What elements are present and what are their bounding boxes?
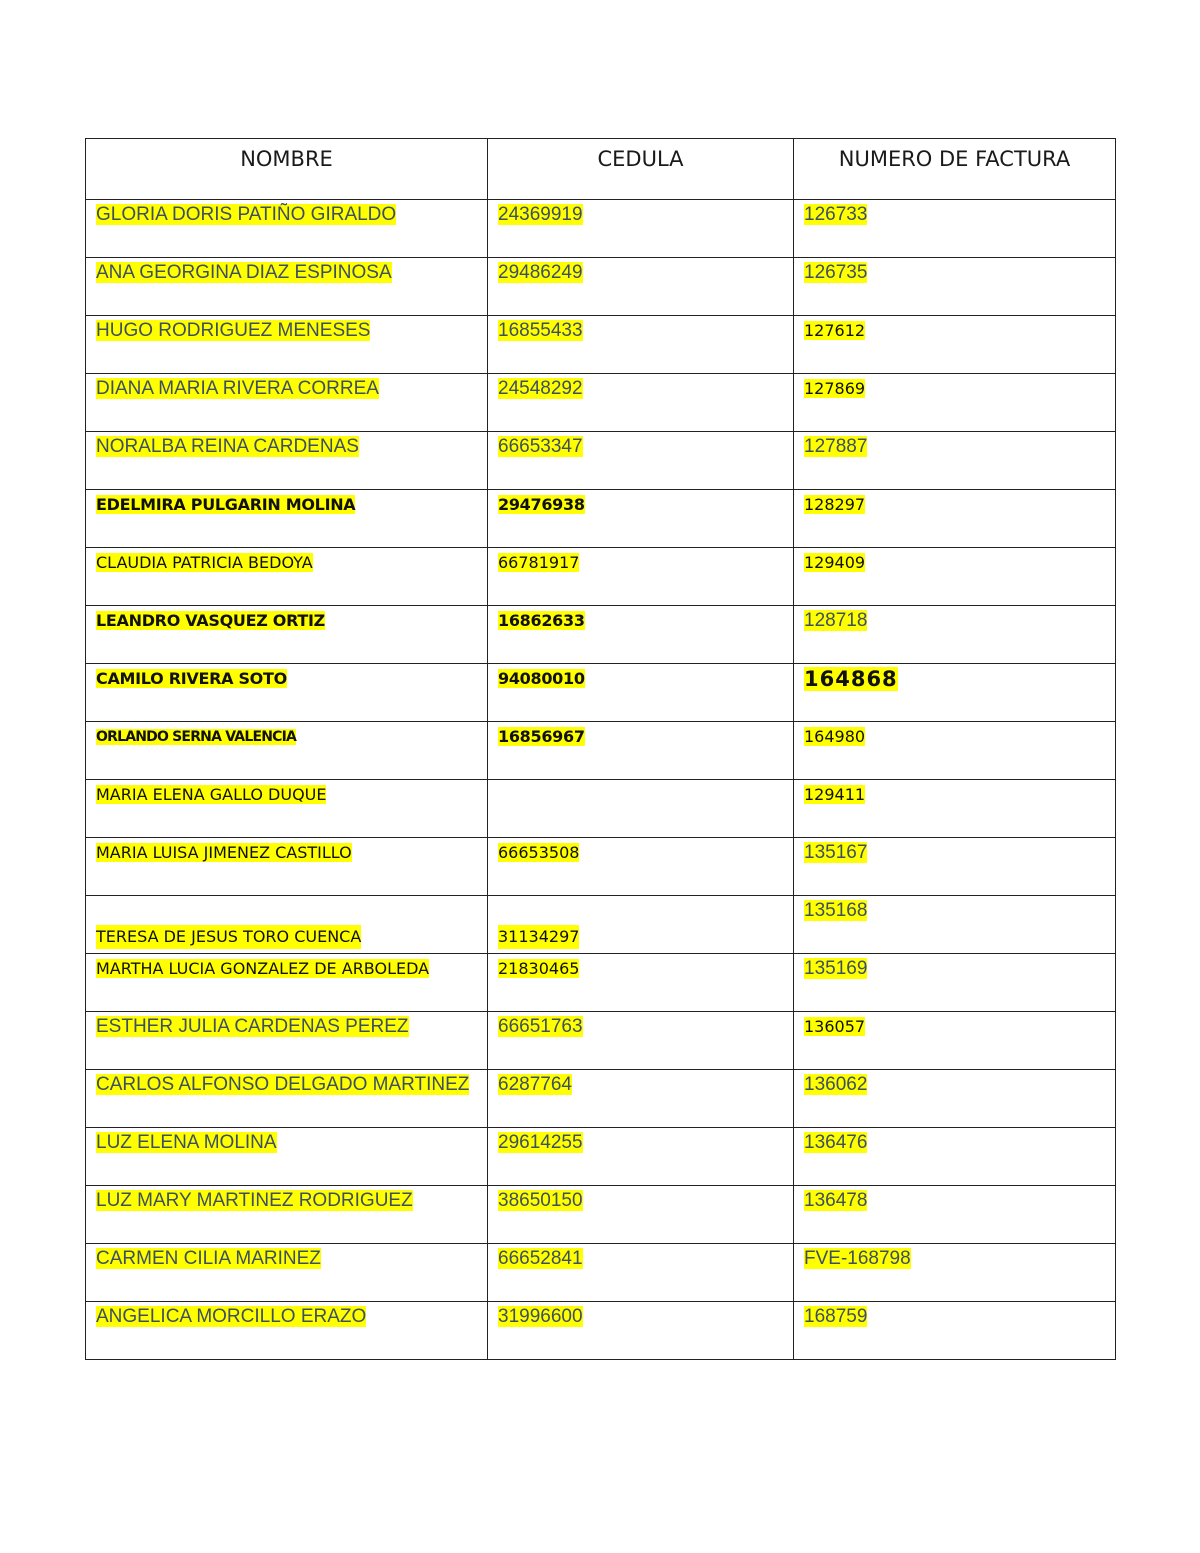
cell-nombre: [86, 606, 488, 664]
cell-nombre: [86, 1070, 488, 1128]
factura-value: FVE-168798: [804, 1248, 911, 1269]
cell-nombre: [86, 954, 488, 1012]
cell-nombre: [86, 838, 488, 896]
nombre-value: CARLOS ALFONSO DELGADO MARTINEZ: [96, 1074, 470, 1095]
cell-cedula: [488, 664, 794, 722]
cell-factura: [794, 548, 1116, 606]
table-row: [86, 1244, 1116, 1302]
cedula-value: 66651763: [498, 1016, 583, 1037]
factura-value: 128297: [804, 495, 866, 514]
cedula-value: 66653508: [498, 843, 580, 862]
cell-cedula: [488, 606, 794, 664]
cell-factura: [794, 316, 1116, 374]
cell-cedula: [488, 548, 794, 606]
nombre-value: CLAUDIA PATRICIA BEDOYA: [96, 553, 313, 572]
cedula-value: 66653347: [498, 436, 583, 457]
table-row: [86, 1302, 1116, 1360]
cell-nombre: [86, 548, 488, 606]
cedula-value: 16855433: [498, 320, 583, 341]
nombre-value: GLORIA DORIS PATIÑO GIRALDO: [96, 204, 397, 225]
cell-nombre: [86, 896, 488, 954]
nombre-value: LUZ ELENA MOLINA: [96, 1132, 277, 1153]
table-row: [86, 1012, 1116, 1070]
cell-nombre: [86, 200, 488, 258]
nombre-value: DIANA MARIA RIVERA CORREA: [96, 378, 379, 399]
cell-factura: [794, 896, 1116, 954]
nombre-value: MARIA ELENA GALLO DUQUE: [96, 785, 327, 804]
cedula-value: 31134297: [498, 925, 579, 949]
cell-cedula: [488, 780, 794, 838]
table-row: [86, 780, 1116, 838]
table-row: [86, 1186, 1116, 1244]
nombre-value: ANA GEORGINA DIAZ ESPINOSA: [96, 262, 392, 283]
cell-cedula: [488, 432, 794, 490]
cell-factura: [794, 606, 1116, 664]
cell-factura: [794, 1012, 1116, 1070]
factura-value: 135168: [804, 900, 868, 921]
nombre-value: CAMILO RIVERA SOTO: [96, 669, 287, 688]
cell-factura: [794, 1244, 1116, 1302]
factura-value: 136478: [804, 1190, 868, 1211]
factura-value: 128718: [804, 610, 868, 631]
table-row: [86, 606, 1116, 664]
factura-value: 129411: [804, 785, 866, 804]
cell-factura: [794, 838, 1116, 896]
nombre-value: MARIA LUISA JIMENEZ CASTILLO: [96, 843, 352, 862]
table-row: [86, 432, 1116, 490]
cell-nombre: [86, 1302, 488, 1360]
cedula-value: 16862633: [498, 611, 585, 630]
cell-nombre: [86, 432, 488, 490]
nombre-value: ANGELICA MORCILLO ERAZO: [96, 1306, 367, 1327]
cedula-value: 29476938: [498, 495, 585, 514]
cedula-value: 29486249: [498, 262, 583, 283]
cell-factura: [794, 954, 1116, 1012]
cell-factura: [794, 1186, 1116, 1244]
cell-factura: [794, 780, 1116, 838]
cell-nombre: [86, 1244, 488, 1302]
cedula-value: 66781917: [498, 553, 580, 572]
factura-value: 127887: [804, 436, 868, 457]
cell-cedula: [488, 316, 794, 374]
table-row: [86, 954, 1116, 1012]
nombre-value: EDELMIRA PULGARIN MOLINA: [96, 495, 356, 514]
table-row: [86, 548, 1116, 606]
cedula-value: 21830465: [498, 959, 580, 978]
cell-cedula: [488, 1244, 794, 1302]
cell-cedula: [488, 954, 794, 1012]
cedula-value: 66652841: [498, 1248, 583, 1269]
nombre-value: CARMEN CILIA MARINEZ: [96, 1248, 321, 1269]
nombre-value: NORALBA REINA CARDENAS: [96, 436, 359, 457]
cell-nombre: [86, 1186, 488, 1244]
table-row: [86, 896, 1116, 954]
header-factura: NUMERO DE FACTURA: [794, 139, 1116, 200]
factura-value: 136057: [804, 1017, 866, 1036]
cell-factura: [794, 490, 1116, 548]
cell-factura: [794, 432, 1116, 490]
cell-factura: [794, 374, 1116, 432]
cell-nombre: [86, 780, 488, 838]
header-row: [86, 139, 1116, 200]
table-row: [86, 374, 1116, 432]
cell-cedula: [488, 722, 794, 780]
table-body: [86, 200, 1116, 1360]
invoice-table: [85, 138, 1116, 1360]
table-row: [86, 722, 1116, 780]
cedula-value: 38650150: [498, 1190, 583, 1211]
factura-value: 127869: [804, 379, 866, 398]
cell-nombre: [86, 1128, 488, 1186]
cell-factura: [794, 1070, 1116, 1128]
table-row: [86, 1128, 1116, 1186]
cell-nombre: [86, 258, 488, 316]
cell-nombre: [86, 1012, 488, 1070]
factura-value: 168759: [804, 1306, 868, 1327]
cedula-value: 94080010: [498, 669, 585, 688]
nombre-value: LEANDRO VASQUEZ ORTIZ: [96, 611, 325, 630]
table-row: [86, 1070, 1116, 1128]
cell-cedula: [488, 1302, 794, 1360]
cell-cedula: [488, 258, 794, 316]
cell-factura: [794, 200, 1116, 258]
table-row: [86, 490, 1116, 548]
header-cedula: CEDULA: [488, 139, 794, 200]
cell-factura: [794, 1302, 1116, 1360]
cell-cedula: [488, 200, 794, 258]
cedula-value: 31996600: [498, 1306, 583, 1327]
factura-value: 136062: [804, 1074, 868, 1095]
cell-factura: [794, 722, 1116, 780]
cell-cedula: [488, 1186, 794, 1244]
cell-nombre: [86, 664, 488, 722]
cell-nombre: [86, 490, 488, 548]
cell-factura: [794, 664, 1116, 722]
factura-value: 136476: [804, 1132, 868, 1153]
cedula-value: 24369919: [498, 204, 583, 225]
factura-value: 127612: [804, 321, 866, 340]
factura-value: 126733: [804, 204, 868, 225]
table-row: [86, 664, 1116, 722]
cell-cedula: [488, 490, 794, 548]
cedula-value: 29614255: [498, 1132, 583, 1153]
factura-value: 135167: [804, 842, 868, 863]
cell-nombre: [86, 374, 488, 432]
factura-value: 135169: [804, 958, 868, 979]
cell-factura: [794, 258, 1116, 316]
nombre-value: TERESA DE JESUS TORO CUENCA: [96, 925, 361, 949]
header-nombre: NOMBRE: [86, 139, 488, 200]
table-row: [86, 200, 1116, 258]
nombre-value: ESTHER JULIA CARDENAS PEREZ: [96, 1016, 409, 1037]
table-row: [86, 258, 1116, 316]
nombre-value: ORLANDO SERNA VALENCIA: [96, 729, 297, 745]
cell-factura: [794, 1128, 1116, 1186]
factura-value: 164868: [804, 667, 898, 691]
cell-cedula: [488, 1070, 794, 1128]
cell-cedula: [488, 374, 794, 432]
cedula-value: 16856967: [498, 727, 585, 746]
cell-cedula: [488, 1012, 794, 1070]
cell-nombre: [86, 316, 488, 374]
cell-cedula: [488, 838, 794, 896]
table-row: [86, 316, 1116, 374]
cell-nombre: [86, 722, 488, 780]
cedula-value: 6287764: [498, 1074, 572, 1095]
factura-value: 129409: [804, 553, 866, 572]
factura-value: 126735: [804, 262, 868, 283]
nombre-value: HUGO RODRIGUEZ MENESES: [96, 320, 371, 341]
table-row: [86, 838, 1116, 896]
nombre-value: MARTHA LUCIA GONZALEZ DE ARBOLEDA: [96, 959, 430, 978]
cell-cedula: [488, 896, 794, 954]
cell-cedula: [488, 1128, 794, 1186]
factura-value: 164980: [804, 727, 866, 746]
nombre-value: LUZ MARY MARTINEZ RODRIGUEZ: [96, 1190, 413, 1211]
cedula-value: 24548292: [498, 378, 583, 399]
